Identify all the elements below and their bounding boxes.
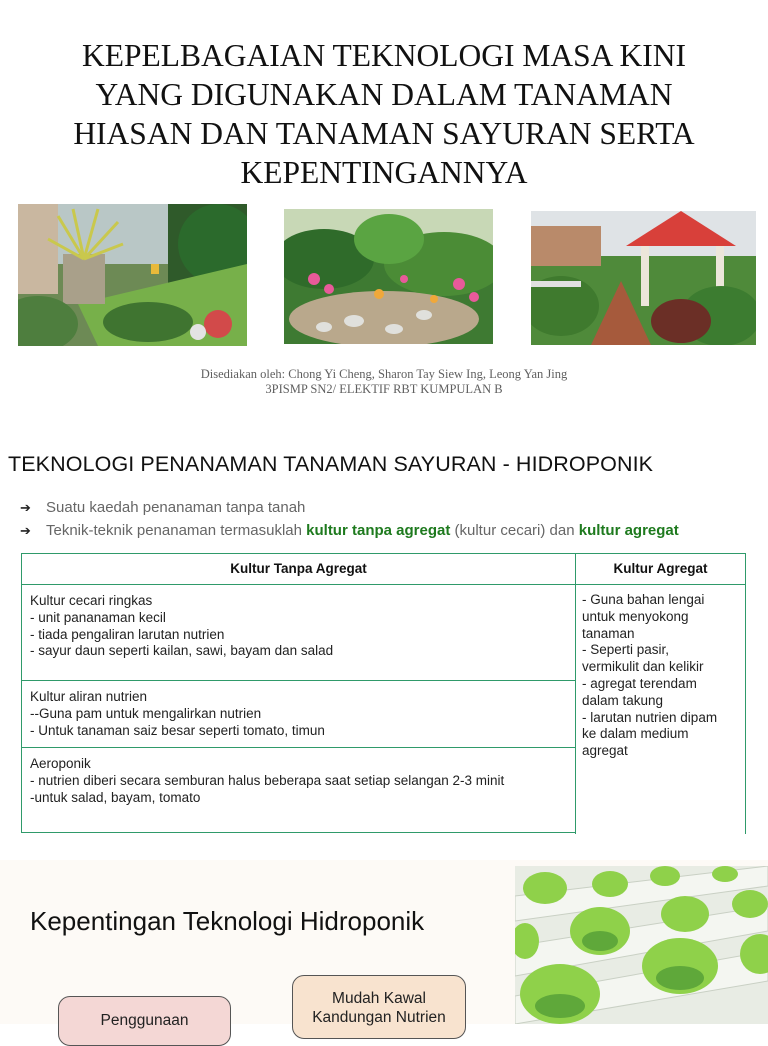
title-line: KEPENTINGANNYA <box>240 155 528 190</box>
cell-line: tanaman <box>582 625 635 641</box>
credits-authors: Disediakan oleh: Chong Yi Cheng, Sharon Tay Siew Ing, Leong Yan Jing <box>200 367 568 381</box>
title-line: HIASAN DAN TANAMAN SAYURAN SERTA <box>73 116 695 151</box>
bullet-item <box>20 519 768 542</box>
highlight-term: kultur tanpa agregat <box>306 522 451 539</box>
bullet-list <box>20 496 768 542</box>
importance-bubble <box>292 975 466 1039</box>
cell-line: untuk menyokong <box>582 608 689 624</box>
cell-line: - Untuk tanaman saiz besar seperti tomato, timun <box>30 722 325 738</box>
cell-line: Aeroponik <box>30 756 91 771</box>
table-header: Kultur Agregat <box>575 553 746 585</box>
cell-line: --Guna pam untuk mengalirkan nutrien <box>30 705 262 721</box>
main-title <box>20 36 748 192</box>
cell-line: dalam takung <box>582 692 664 708</box>
bullet-text: Teknik-teknik penanaman termasuklah <box>46 522 307 539</box>
cell-line: Kultur cecari ringkas <box>30 593 153 608</box>
cell-line: ke dalam medium <box>582 726 689 742</box>
table-cell <box>21 747 576 833</box>
importance-slide <box>0 860 768 1029</box>
cell-line: -untuk salad, bayam, tomato <box>30 789 201 805</box>
cell-line: - tiada pengaliran larutan nutrien <box>30 626 225 642</box>
bullet-item <box>20 496 768 519</box>
table-cell <box>21 680 576 748</box>
slide-title: TEKNOLOGI PENANAMAN TANAMAN SAYURAN - HIDROPONIK <box>8 452 654 476</box>
credits <box>0 367 768 397</box>
garden-photo-3 <box>531 211 756 345</box>
cell-line: - nutrien diberi secara semburan halus beberapa saat setiap selangan 2-3 minit <box>30 772 505 788</box>
title-line: KEPELBAGAIAN TEKNOLOGI MASA KINI <box>81 38 686 73</box>
title-slide <box>0 0 768 420</box>
bullet-text: Suatu kaedah penanaman tanpa tanah <box>46 499 306 516</box>
cell-line: - unit pananaman kecil <box>30 609 166 625</box>
hydroponic-lettuce-photo <box>515 866 768 1024</box>
garden-photo-1 <box>18 204 247 346</box>
cell-line: - Guna bahan lengai <box>582 592 705 607</box>
garden-photo-2 <box>284 209 493 344</box>
hydroponic-slide <box>0 420 768 860</box>
bubble-label: Kandungan Nutrien <box>312 1009 446 1026</box>
importance-bubble <box>58 996 231 1046</box>
cell-line: agregat <box>582 743 628 759</box>
cell-line: - Seperti pasir, <box>582 642 670 658</box>
bullet-text: (kultur cecari) dan <box>450 522 579 539</box>
bubble-label: Mudah Kawal <box>332 990 426 1007</box>
table-cell <box>21 584 576 681</box>
credits-class: 3PISMP SN2/ ELEKTIF RBT KUMPULAN B <box>265 382 503 396</box>
culture-table <box>21 553 746 833</box>
cell-line: Kultur aliran nutrien <box>30 689 148 704</box>
arrow-right-icon: ➔ <box>20 523 31 538</box>
arrow-right-icon: ➔ <box>20 500 31 515</box>
cell-line: - agregat terendam <box>582 675 697 691</box>
title-line: YANG DIGUNAKAN DALAM TANAMAN <box>95 77 673 112</box>
slide-title: Kepentingan Teknologi Hidroponik <box>30 906 425 936</box>
cell-line: vermikulit dan kelikir <box>582 659 704 675</box>
highlight-term: kultur agregat <box>578 522 679 539</box>
cell-line: - sayur daun seperti kailan, sawi, bayam dan salad <box>30 643 334 659</box>
table-header: Kultur Tanpa Agregat <box>21 553 576 585</box>
cell-line: - larutan nutrien dipam <box>582 709 718 725</box>
bubble-label: Penggunaan <box>100 1012 189 1029</box>
table-cell <box>575 584 746 834</box>
